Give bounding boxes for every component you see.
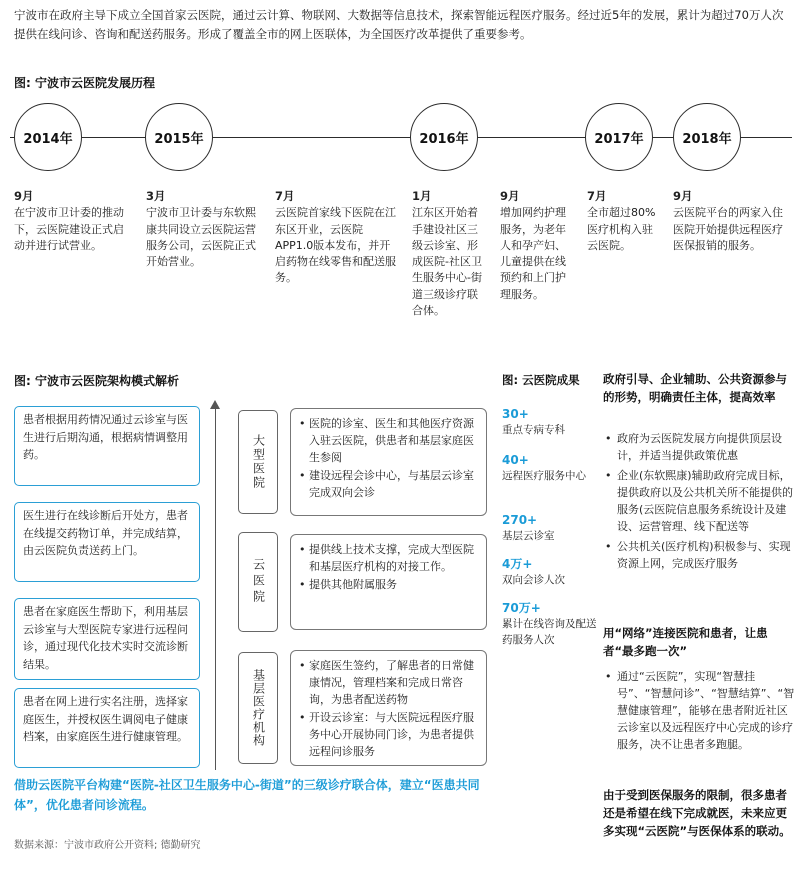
result-value: 70万+: [502, 601, 541, 615]
timeline-event: [673, 188, 789, 254]
architecture-title: 图: 宁波市云医院架构模式解析: [14, 374, 179, 388]
event-text: 江东区开始着手建设社区三级云诊室、形成医院-社区卫生服务中心-街道三级诊疗联合体。: [412, 206, 482, 318]
timeline-event: [587, 188, 659, 254]
timeline-year-2015: 2015年: [145, 103, 213, 171]
governance-list: [603, 430, 795, 575]
governance-item: • 政府为云医院发展方向提供顶层设计，并适当提供政策优惠: [603, 430, 795, 464]
result-desc: 基层云诊室: [502, 530, 555, 542]
network-item: • 通过“云医院”，实现“智慧挂号”、“智慧问诊”、“智慧结算”、“智慧健康管理”，能够在患者附近社区云诊室以及远程医疗中心完成的诊疗服务，决不让患者多跑腿。: [603, 668, 795, 753]
result-item: [502, 406, 602, 438]
timeline-event: [412, 188, 488, 319]
event-month: 1月: [412, 189, 432, 203]
timeline-event: [275, 188, 397, 287]
detail-item: • 提供线上技术支撑，完成大型医院和基层医疗机构的对接工作。: [299, 541, 480, 575]
timeline-event: [500, 188, 576, 303]
event-text: 宁波市卫计委与东软熙康共同设立云医院运营服务公司，云医院正式开始营业。: [146, 206, 256, 269]
result-item: [502, 452, 602, 484]
result-item: [502, 556, 602, 588]
governance-item: • 企业(东软熙康)辅助政府完成目标，提供政府以及公共机关所不能提供的服务(云医院信息服务系统设计及建设、运营管理、线下配送等: [603, 467, 795, 535]
detail-item: • 建设远程会诊中心，与基层云诊室完成双向会诊: [299, 467, 480, 501]
event-month: 7月: [587, 189, 607, 203]
event-month: 7月: [275, 189, 295, 203]
right-heading-governance: 政府引导、企业辅助、公共资源参与的形势，明确责任主体，提高效率: [603, 372, 787, 404]
governance-item: • 公共机关(医疗机构)积极参与、实现资源上网，完成医疗服务: [603, 538, 795, 572]
intro-paragraph: 宁波市在政府主导下成立全国首家云医院，通过云计算、物联网、大数据等信息技术，探索智能远程医疗服务。经过近5年的发展，累计为超过70万人次提供在线问诊、咨询和配送药服务。形成了覆盖全市的网上医联体，为全国医疗改革提供了重要参考。: [14, 8, 784, 41]
patient-flow-box: 患者根据用药情况通过云诊室与医生进行后期沟通，根据病情调整用药。: [14, 406, 200, 486]
flow-arrow-line: [215, 406, 216, 770]
right-heading-network: 用“网络”连接医院和患者，让患者“最多跑一次”: [603, 626, 768, 658]
event-month: 3月: [146, 189, 166, 203]
detail-item: • 开设云诊室：与大医院远程医疗服务中心开展协同门诊，为患者提供远程问诊服务: [299, 709, 480, 760]
result-value: 40+: [502, 453, 529, 467]
data-source: 数据来源：宁波市政府公开资料; 德勤研究: [14, 840, 201, 851]
category-label: 大型医院: [251, 434, 266, 490]
detail-item: • 家庭医生签约，了解患者的日常健康情况，管理档案和完成日常咨询，为患者配送药物: [299, 657, 480, 708]
timeline-title: 图: 宁波市云医院发展历程: [14, 76, 155, 90]
results-title: 图: 云医院成果: [502, 373, 580, 387]
patient-flow-box: 医生进行在线诊断后开处方，患者在线提交药物订单，并完成结算，由云医院负责送药上门。: [14, 502, 200, 582]
patient-flow-box: 患者在家庭医生帮助下，利用基层云诊室与大型医院专家进行远程问诊，通过现代化技术实时交流诊断结果。: [14, 598, 200, 680]
result-value: 30+: [502, 407, 529, 421]
timeline-event: [14, 188, 126, 254]
category-cloud-hospital: [238, 532, 278, 632]
result-desc: 远程医疗服务中心: [502, 470, 586, 482]
architecture-conclusion: 借助云医院平台构建“医院-社区卫生服务中心-街道”的三级诊疗联合体，建立“医患共同体”，优化患者问诊流程。: [14, 778, 480, 812]
event-text: 全市超过80%医疗机构入驻云医院。: [587, 206, 656, 252]
timeline-event: [146, 188, 264, 270]
event-month: 9月: [14, 189, 34, 203]
result-value: 270+: [502, 513, 538, 527]
timeline-year-2016: 2016年: [410, 103, 478, 171]
right-footer-note: 由于受到医保服务的限制，很多患者还是希望在线下完成就医，未来应更多实现“云医院”与医保体系的联动。: [603, 788, 791, 838]
arrow-up-icon: [210, 400, 220, 409]
network-list: [603, 668, 795, 756]
event-month: 9月: [673, 189, 693, 203]
event-month: 9月: [500, 189, 520, 203]
large-hospital-details: [290, 408, 487, 516]
event-text: 增加网约护理服务，为老年人和孕产妇、儿童提供在线预约和上门护理服务。: [500, 206, 566, 301]
timeline-year-2017: 2017年: [585, 103, 653, 171]
patient-flow-box: 患者在网上进行实名注册，选择家庭医生，并授权医生调阅电子健康档案，由家庭医生进行健康管理。: [14, 688, 200, 768]
event-text: 在宁波市卫计委的推动下，云医院建设正式启动并进行试营业。: [14, 206, 124, 252]
detail-item: • 提供其他附属服务: [299, 576, 480, 593]
event-text: 云医院平台的两家入住医院开始提供远程医疗医保报销的服务。: [673, 206, 783, 252]
category-primary-care: [238, 652, 278, 764]
primary-care-details: [290, 650, 487, 766]
category-large-hospital: [238, 410, 278, 514]
timeline-year-2018: 2018年: [673, 103, 741, 171]
result-value: 4万+: [502, 557, 533, 571]
detail-item: • 医院的诊室、医生和其他医疗资源入驻云医院，供患者和基层家庭医生参阅: [299, 415, 480, 466]
timeline-year-2014: 2014年: [14, 103, 82, 171]
result-item: [502, 512, 602, 544]
result-item: [502, 600, 602, 648]
category-label: 基层医疗机构: [251, 669, 266, 747]
cloud-hospital-details: [290, 534, 487, 630]
result-desc: 双向会诊人次: [502, 574, 565, 586]
category-label: 云医院: [251, 558, 266, 606]
result-desc: 累计在线咨询及配送药服务人次: [502, 618, 597, 646]
event-text: 云医院首家线下医院在江东区开业，云医院APP1.0版本发布，并开启药物在线零售和配送服务。: [275, 206, 396, 285]
result-desc: 重点专病专科: [502, 424, 565, 436]
